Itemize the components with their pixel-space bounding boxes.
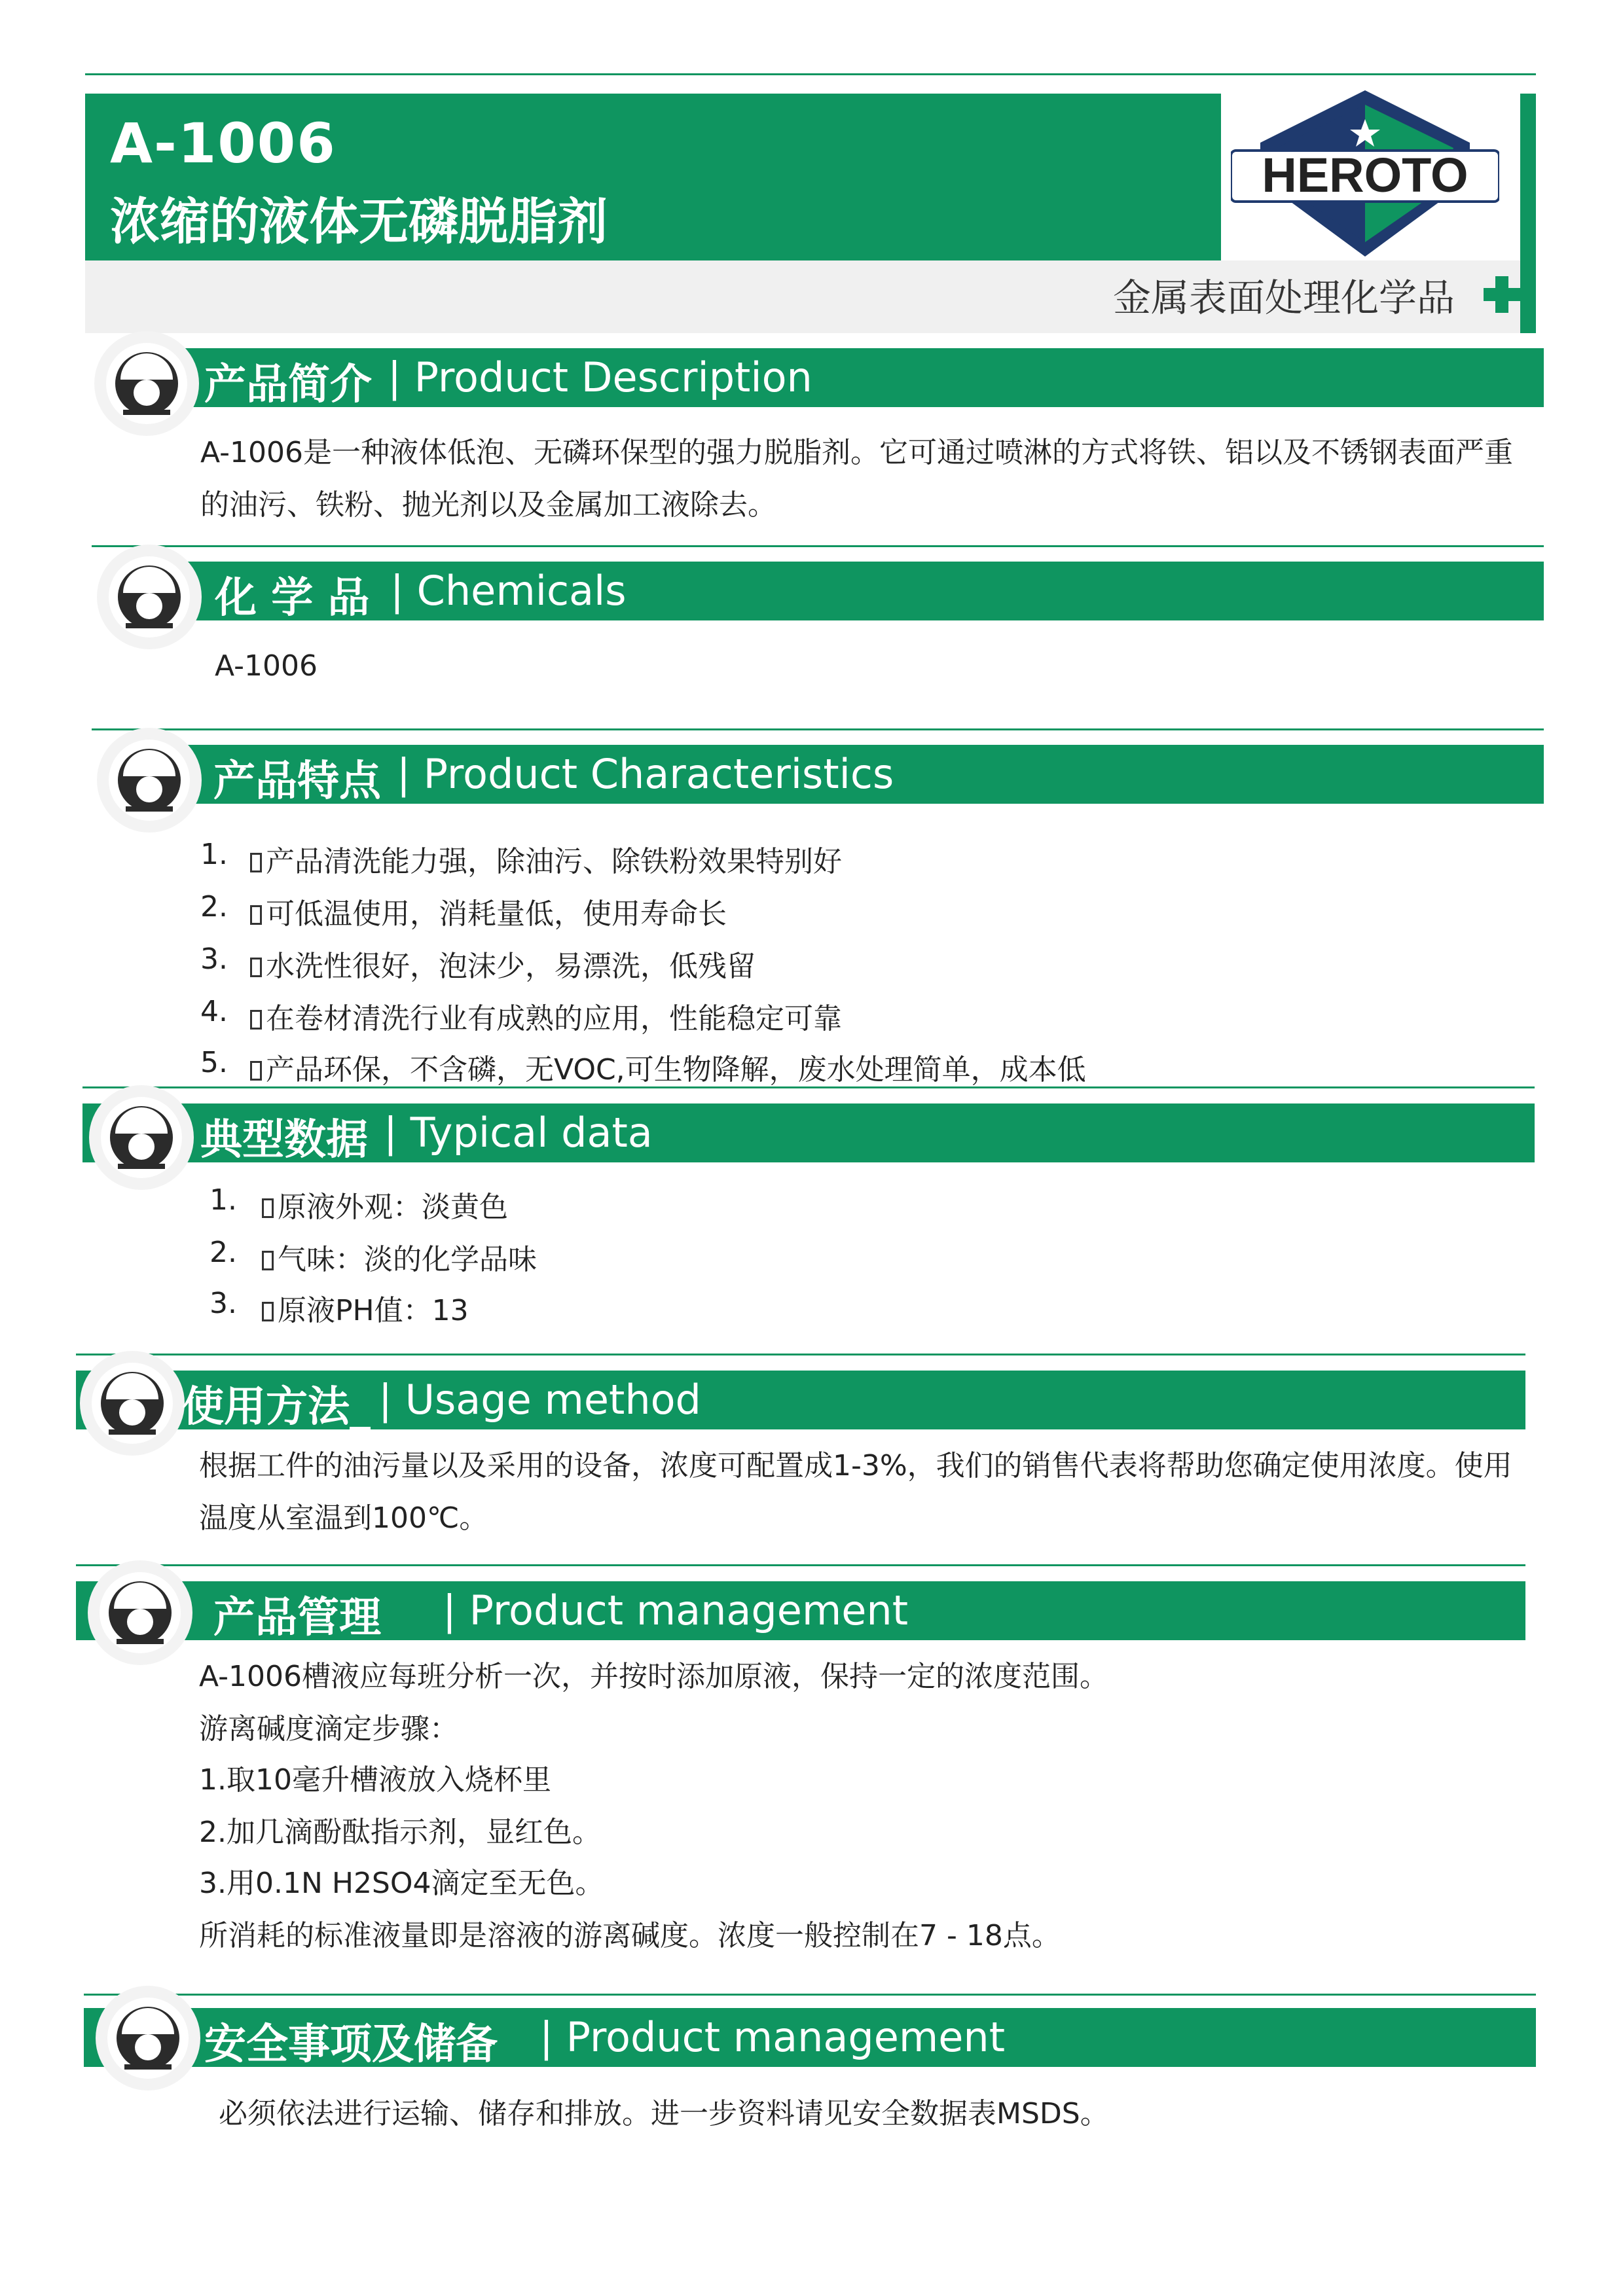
header-top-line <box>85 73 1536 75</box>
list-item-number: 3. <box>210 1287 237 1320</box>
usage-line-1: 根据工件的油污量以及采用的设备，浓度可配置成1-3%，我们的销售代表将帮助您确定使用浓度。使用 <box>199 1449 1512 1482</box>
logo-text: HEROTO <box>1262 148 1468 202</box>
tagline: 金属表面处理化学品 <box>1113 276 1455 320</box>
section-title-en-safety: | Product management <box>539 2013 1006 2061</box>
worker-helmet-gear-icon <box>93 1983 203 2093</box>
section-line-safety <box>84 1994 1536 1996</box>
management-line-1: A-1006槽液应每班分析一次，并按时添加原液，保持一定的浓度范围。 <box>199 1660 1108 1693</box>
list-item-number: 2. <box>200 890 228 924</box>
chemicals-text: A-1006 <box>215 649 318 683</box>
list-item: 原液PH值：13 <box>262 1287 469 1329</box>
list-item-number: 1. <box>200 838 228 871</box>
description-line-1: A-1006是一种液体低泡、无磷环保型的强力脱脂剂。它可通过喷淋的方式将铁、铝以及不锈钢表面严重 <box>200 436 1513 469</box>
management-line-5: 3.用0.1N H2SO4滴定至无色。 <box>199 1867 604 1900</box>
list-item: 在卷材清洗行业有成熟的应用，性能稳定可靠 <box>250 995 842 1037</box>
product-title: 浓缩的液体无磷脱脂剂 <box>110 192 608 251</box>
list-item: 水洗性很好，泡沫少，易漂洗，低残留 <box>250 942 756 984</box>
section-title-cn-description: 产品简介 <box>204 361 372 409</box>
plus-cross-icon <box>1481 274 1523 315</box>
section-title-en-characteristics: | Product Characteristics <box>397 750 894 798</box>
worker-helmet-gear-icon <box>94 725 204 835</box>
section-title-cn-typical: 典型数据 <box>200 1116 368 1164</box>
list-item: 可低温使用，消耗量低，使用寿命长 <box>250 890 727 932</box>
list-item: 产品清洗能力强，除油污、除铁粉效果特别好 <box>250 838 842 880</box>
checkbox-glyph <box>262 1251 274 1270</box>
section-title-cn-usage: 使用方法_ <box>182 1383 371 1431</box>
list-item: 气味：淡的化学品味 <box>262 1236 537 1278</box>
worker-helmet-gear-icon <box>77 1348 187 1458</box>
management-line-3: 1.取10毫升槽液放入烧杯里 <box>199 1763 551 1797</box>
worker-helmet-gear-icon <box>85 1558 195 1668</box>
checkbox-glyph <box>262 1302 274 1321</box>
list-item: 原液外观：淡黄色 <box>262 1183 508 1225</box>
usage-line-2: 温度从室温到100℃。 <box>199 1501 488 1535</box>
section-line-usage <box>76 1354 1525 1355</box>
section-title-en-usage: | Usage method <box>378 1376 701 1424</box>
checkbox-glyph <box>250 853 262 872</box>
list-item-number: 1. <box>210 1183 237 1217</box>
worker-helmet-gear-icon <box>94 542 204 652</box>
list-item-number: 5. <box>200 1046 228 1079</box>
section-title-cn-management: 产品管理 <box>213 1594 381 1642</box>
worker-helmet-gear-icon <box>86 1083 196 1193</box>
list-item-number: 2. <box>210 1236 237 1269</box>
description-line-2: 的油污、铁粉、抛光剂以及金属加工液除去。 <box>200 488 776 522</box>
checkbox-glyph <box>262 1198 274 1218</box>
section-title-en-chemicals: | Chemicals <box>390 567 627 615</box>
section-line-chemicals <box>92 545 1544 547</box>
product-code: A-1006 <box>110 111 337 175</box>
section-line-typical <box>82 1086 1535 1088</box>
section-title-en-management: | Product management <box>443 1587 909 1634</box>
management-line-6: 所消耗的标准液量即是溶液的游离碱度。浓度一般控制在7 - 18点。 <box>199 1919 1061 1952</box>
list-item: 产品环保，不含磷，无VOC,可生物降解，废水处理简单，成本低 <box>250 1046 1086 1088</box>
heroto-logo <box>1231 85 1499 262</box>
management-line-4: 2.加几滴酚酞指示剂，显红色。 <box>199 1816 601 1849</box>
section-title-en-description: | Product Description <box>388 353 812 401</box>
worker-helmet-gear-icon <box>92 329 202 439</box>
checkbox-glyph <box>250 905 262 925</box>
management-line-2: 游离碱度滴定步骤： <box>199 1712 458 1746</box>
list-item-number: 4. <box>200 995 228 1028</box>
section-line-characteristics <box>92 728 1544 730</box>
list-item-number: 3. <box>200 942 228 976</box>
checkbox-glyph <box>250 1010 262 1030</box>
section-title-en-typical: | Typical data <box>384 1109 653 1157</box>
safety-text: 必须依法进行运输、储存和排放。进一步资料请见安全数据表MSDS。 <box>219 2097 1109 2130</box>
section-title-cn-characteristics: 产品特点 <box>213 757 381 806</box>
section-line-management <box>76 1564 1525 1566</box>
checkbox-glyph <box>250 1061 262 1081</box>
checkbox-glyph <box>250 958 262 977</box>
section-title-cn-safety: 安全事项及储备 <box>204 2020 498 2069</box>
section-title-cn-chemicals: 化 学 品 <box>215 574 370 622</box>
